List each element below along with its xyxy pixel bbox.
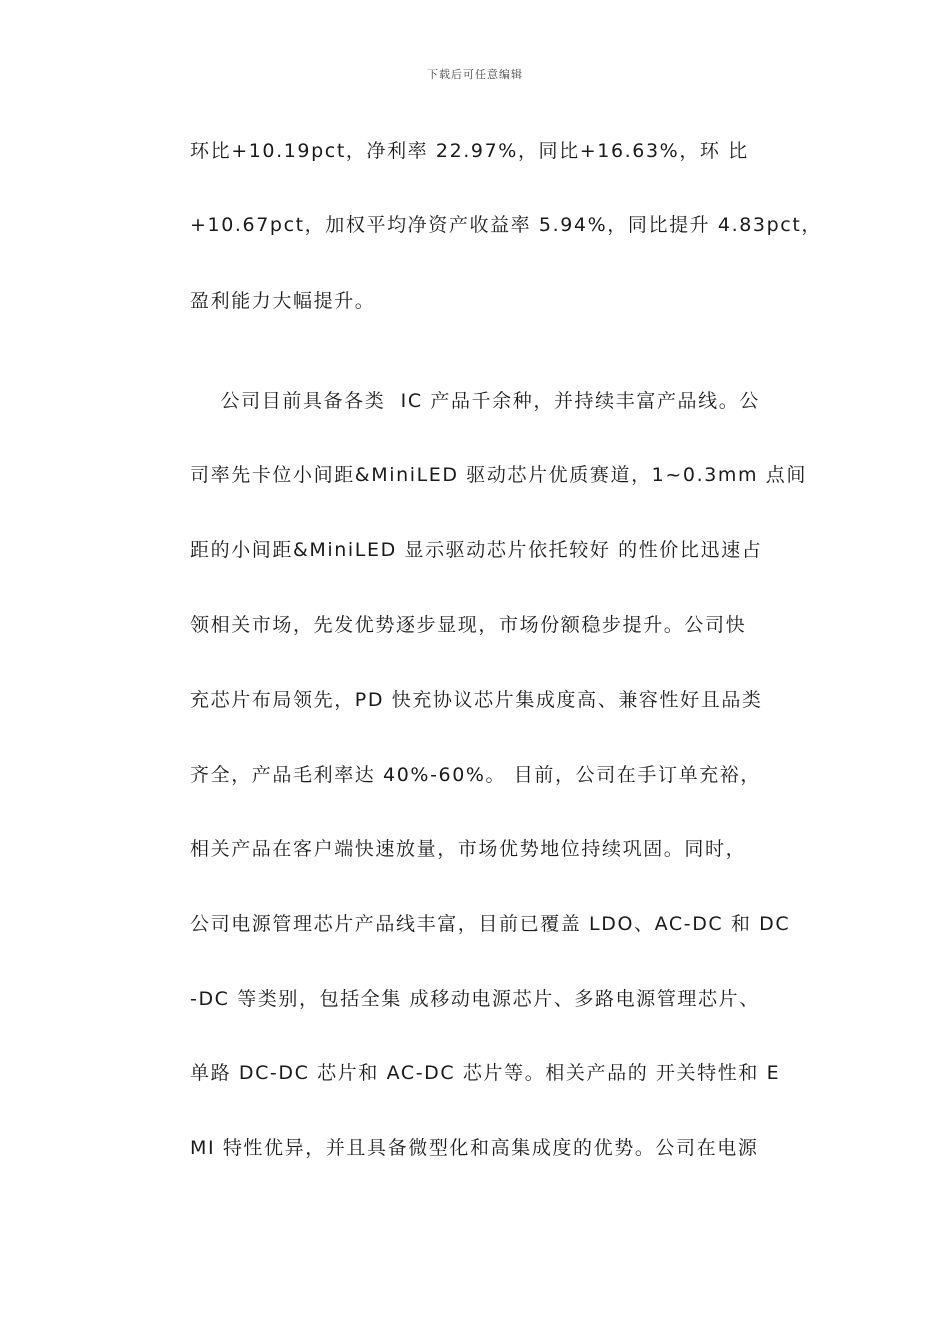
text-line: +10.67pct，加权平均净资产收益率 5.94%，同比提升 4.83pct， xyxy=(190,214,822,236)
text-line: 齐全，产品毛利率达 40%-60%。 目前，公司在手订单充裕， xyxy=(190,764,761,786)
page-header: 下载后可任意编辑 xyxy=(427,68,523,81)
text-line: 距的小间距&MiniLED 显示驱动芯片依托较好 的性价比迅速占 xyxy=(190,539,763,561)
text-line: 环比+10.19pct，净利率 22.97%，同比+16.63%，环 比 xyxy=(190,140,749,162)
text-line: -DC 等类别，包括全集 成移动电源芯片、多路电源管理芯片、 xyxy=(190,988,760,1010)
text-line: 盈利能力大幅提升。 xyxy=(190,290,376,312)
text-line: 相关产品在客户端快速放量，市场优势地位持续巩固。同时， xyxy=(190,838,747,860)
text-line: MI 特性优异，并且具备微型化和高集成度的优势。公司在电源 xyxy=(190,1137,759,1159)
text-line: 充芯片布局领先，PD 快充协议芯片集成度高、兼容性好且品类 xyxy=(190,689,763,711)
text-line: 公司目前具备各类 IC 产品千余种，并持续丰富产品线。公 xyxy=(190,390,760,412)
text-line: 单路 DC-DC 芯片和 AC-DC 芯片等。相关产品的 开关特性和 E xyxy=(190,1062,781,1084)
text-line: 司率先卡位小间距&MiniLED 驱动芯片优质赛道，1~0.3mm 点间 xyxy=(190,464,807,486)
text-line: 领相关市场，先发优势逐步显现，市场份额稳步提升。公司快 xyxy=(190,614,747,636)
text-line: 公司电源管理芯片产品线丰富，目前已覆盖 LDO、AC-DC 和 DC xyxy=(190,913,791,935)
